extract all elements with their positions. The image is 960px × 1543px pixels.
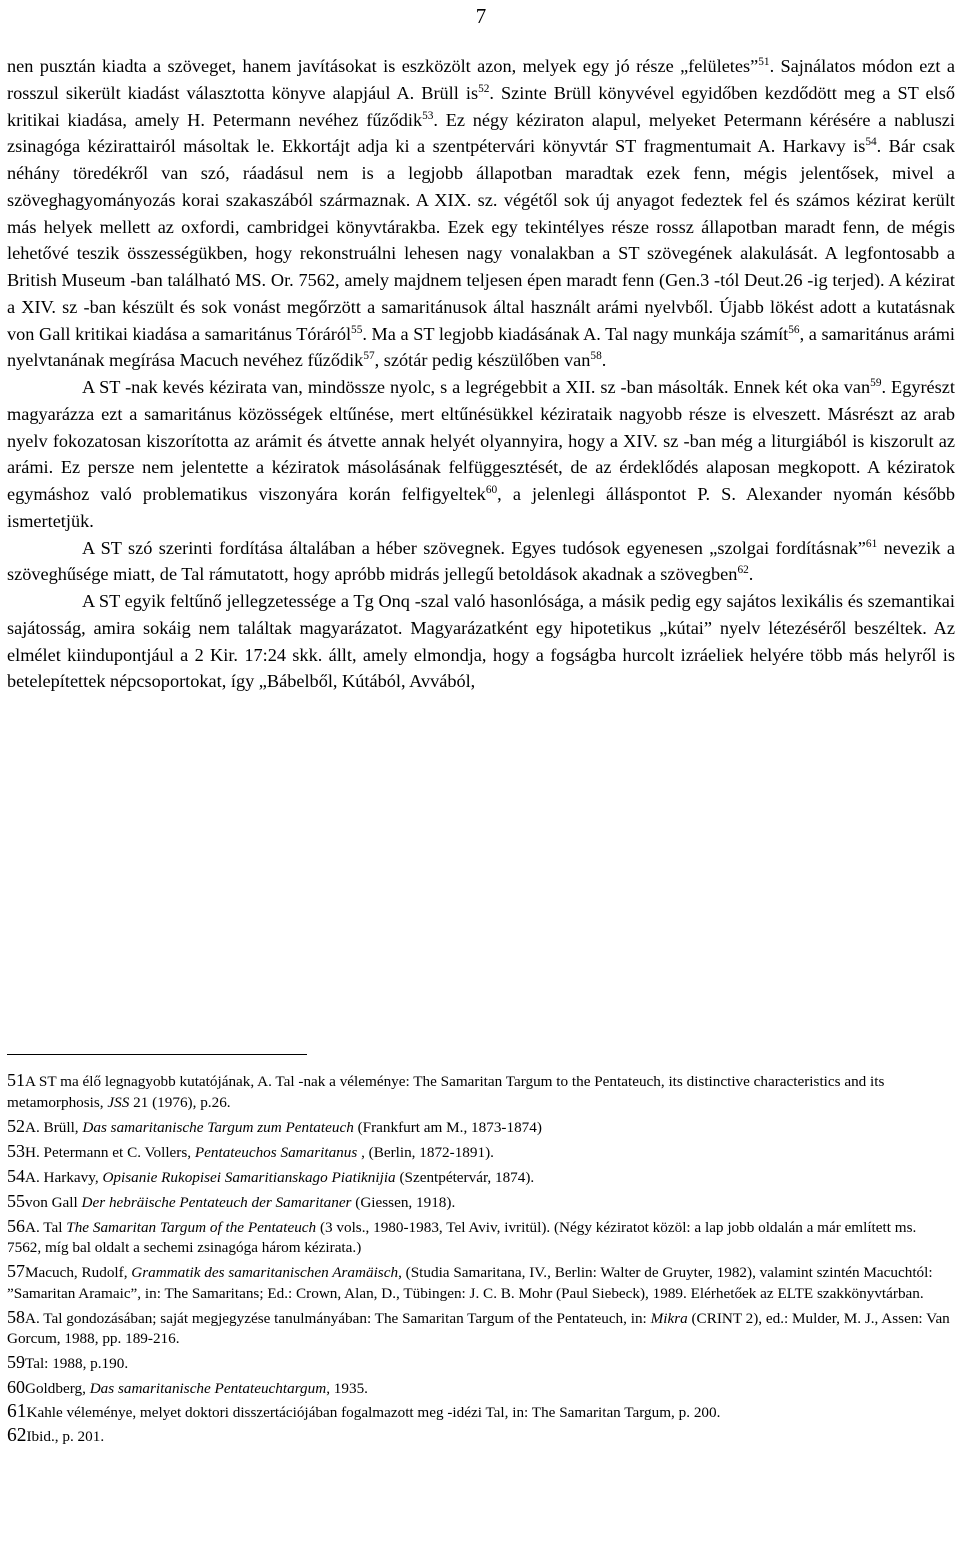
footnote-text: H. Petermann et C. Vollers,	[25, 1143, 195, 1161]
footnote-reference[interactable]: 59	[870, 377, 882, 390]
paragraph-text: A ST -nak kevés kézirata van, mindössze nyolc, s a legrégebbit a XII. sz -ban másolták. Ennek két oka van	[82, 377, 871, 397]
footnote-text: A. Harkavy,	[25, 1168, 103, 1186]
footnote-text: A. Brüll,	[25, 1118, 83, 1136]
paragraph-text: . Sajnálatos módon ezt a rosszul sikerült kiadást választotta könyve alapjául A. Brüll is	[7, 56, 955, 103]
footnote-text: A ST ma élő legnagyobb kutatójának, A. Tal -nak a véleménye: The Samaritan Targum to the Pentateuch, its distinctive characteristics and its metamorphosis,	[7, 1073, 885, 1111]
footnote	[7, 1307, 953, 1350]
footnote-reference[interactable]: 55	[351, 323, 363, 336]
footnote-text: A. Tal gondozásában; saját megjegyzése tanulmányában: The Samaritan Targum of the Pentateuch, in:	[25, 1309, 651, 1327]
paragraph-text: nevezik a szöveghűsége miatt, de Tal rámutatott, hogy apróbb midrás jellegű betoldások akadnak a szövegben	[7, 537, 955, 585]
footnote-number: 56	[7, 1215, 25, 1236]
footnote-reference[interactable]: 57	[363, 350, 375, 363]
footnote-text: (Szentpétervár, 1874).	[395, 1168, 535, 1186]
footnote-text: , (Studia Samaritana, IV., Berlin: Walter de Gruyter, 1982), valamint szintén Macuchtól: ”Samaritan Aramaic”, in: The Samaritans; Ed.: Crown, Alan, D., Tübingen: J. C. B. Mohr (Paul Siebeck), 1989. Elérhetőek az ELTE szakkönyvtárban.	[7, 1264, 933, 1302]
footnote	[7, 1070, 953, 1113]
footnote-separator	[7, 1054, 307, 1055]
paragraph-text: A ST szó szerinti fordítása általában a héber szövegnek. Egyes tudósok egyenesen „szolgai fordításnak”	[82, 537, 866, 558]
footnote-reference[interactable]: 58	[590, 350, 602, 363]
footnote-reference[interactable]: 61	[865, 537, 878, 550]
paragraph	[7, 535, 955, 589]
footnotes	[7, 1070, 953, 1450]
footnote-number: 55	[7, 1190, 25, 1211]
footnote-title: Mikra	[650, 1309, 688, 1327]
footnote	[7, 1261, 953, 1304]
footnote	[7, 1216, 953, 1259]
paragraph-text: . Ma a ST legjobb kiadásának A. Tal nagy munkája számít	[362, 323, 789, 344]
footnote-number: 53	[7, 1140, 25, 1161]
footnote-text: (CRINT 2), ed.: Mulder, M. J., Assen: Van Gorcum, 1988, pp. 189-216.	[7, 1309, 950, 1347]
footnote-text: Macuch, Rudolf,	[25, 1264, 132, 1281]
footnote-number: 52	[7, 1115, 25, 1136]
footnote-title: Grammatik des samaritanischen Aramäisch	[131, 1264, 399, 1281]
footnote-text: Kahle véleménye, melyet doktori disszertációjában fogalmazott meg -idézi Tal, in: The Samaritan Targum, p. 200.	[26, 1404, 721, 1421]
footnote-title: Das samaritanische Targum zum Pentateuch	[82, 1118, 354, 1136]
footnote-text: (Giessen, 1918).	[351, 1193, 456, 1211]
paragraph-text: . Egyrészt magyarázza ezt a samaritánus közösségek eltűnése, mert eltűnésükkel kézirataik nagyobb része is elveszett. Másrészt az arab nyelv fokozatosan kiszorította az arámit és átvette annak helyét olyannyira, hogy a XIV. sz -ban még a liturgiából is kiszorult az arámi. Ez persze nem jelentette a kéziratok másolásának felfüggesztését, de az érdeklődés alaposan megkopott. A kéziratok egymáshoz való problematikus viszonyára korán felfigyeltek	[7, 377, 955, 504]
footnote-title: Pentateuchos Samaritanus	[194, 1143, 358, 1161]
footnote-title: JSS	[107, 1093, 130, 1111]
footnote	[7, 1402, 953, 1424]
footnote-number: 57	[7, 1261, 25, 1281]
paragraph-text: . Szinte Brüll könyvével egyidőben kezdődött meg a ST első kritikai kiadása, amely H. Petermann nevéhez fűződik	[7, 82, 955, 130]
footnote-reference[interactable]: 62	[737, 564, 749, 577]
footnote	[7, 1116, 953, 1139]
paragraph-text: .	[601, 350, 607, 371]
paragraph-text: , szótár pedig készülőben van	[374, 350, 591, 371]
footnote-reference[interactable]: 52	[478, 82, 490, 95]
footnote-text: 21 (1976), p.26.	[129, 1093, 231, 1111]
footnote-text: , (Berlin, 1872-1891).	[357, 1143, 494, 1161]
footnote-number: 59	[7, 1352, 25, 1372]
footnote-reference[interactable]: 56	[788, 323, 800, 336]
footnote-number: 58	[7, 1306, 25, 1327]
footnote-text: Goldberg,	[25, 1380, 90, 1397]
footnote-title: Opisanie Rukopisei Samaritianskago Piatiknijia	[102, 1168, 396, 1186]
footnote-title: Das samaritanische Pentateuchtargum	[89, 1380, 327, 1397]
footnote-text: A. Tal	[25, 1218, 67, 1236]
footnote-text: Tal: 1988, p.190.	[25, 1355, 129, 1372]
footnote-reference[interactable]: 54	[865, 136, 877, 149]
footnote	[7, 1377, 953, 1400]
footnote	[7, 1426, 953, 1448]
footnote-number: 60	[7, 1377, 25, 1397]
footnote-reference[interactable]: 51	[758, 56, 770, 69]
paragraph	[7, 588, 955, 695]
paragraph	[7, 53, 955, 374]
paragraph-text: A ST egyik feltűnő jellegzetessége a Tg Onq -szal való hasonlósága, a másik pedig egy sajátos lexikális és szemantikai sajátosság, amira sokáig nem találtak magyarázatot. Magyarázatként egy hipotetikus „kútai” nyelv létezéséről beszéltek. Az elmélet kiindupontjául a 2 Kir. 17:24 skk. állt, amely elmondja, hogy a fogságba hurcolt izráeliek helyére több más helyről is betelepítettek népcsoportokat, így „Bábelből, Kútából, Avvából,	[7, 591, 955, 692]
footnote-text: (3 vols., 1980-1983, Tel Aviv, ivritül). (Négy kéziratot közöl: a lap jobb oldalán a már említett ms. 7562, míg bal oldalt a sechemi zsinagóga három kézirata.)	[7, 1218, 917, 1256]
paragraph	[7, 374, 955, 535]
footnote-number: 54	[7, 1165, 25, 1186]
footnote-text: , 1935.	[326, 1380, 368, 1397]
body-text	[7, 53, 955, 695]
footnote-text: von Gall	[25, 1193, 82, 1211]
footnote	[7, 1191, 953, 1214]
footnote-title: The Samaritan Targum of the Pentateuch	[66, 1218, 317, 1236]
paragraph-text: , a samaritánus arámi nyelvtanának megírása Macuch nevéhez fűződik	[7, 323, 955, 371]
footnote-number: 62	[7, 1425, 27, 1446]
footnote	[7, 1352, 953, 1375]
footnote-text: (Frankfurt am M., 1873-1874)	[353, 1118, 542, 1136]
paragraph-text: . Ez négy kéziraton alapul, melyeket Petermann kérésére a nabluszi zsinagóga kézirattairól másoltak le. Ekkortájt adja ki a szentpétervári könyvtár ST fragmentumait A. Harkavy is	[7, 109, 955, 157]
footnote-number: 51	[7, 1070, 25, 1090]
footnote	[7, 1166, 953, 1189]
page-number: 7	[475, 4, 487, 28]
footnote-reference[interactable]: 53	[422, 109, 434, 122]
paragraph-text: nen pusztán kiadta a szöveget, hanem javításokat is eszközölt azon, melyek egy jó része „felületes”	[7, 56, 759, 76]
paragraph-text: .	[748, 564, 754, 585]
footnote-text: Ibid., p. 201.	[26, 1428, 105, 1445]
paragraph-text: , a jelenlegi álláspontot P. S. Alexander nyomán később ismertetjük.	[7, 484, 955, 531]
footnote-reference[interactable]: 60	[485, 484, 498, 497]
footnote-title: Der hebräische Pentateuch der Samaritaner	[81, 1193, 352, 1211]
footnote-number: 61	[7, 1401, 27, 1422]
footnote	[7, 1141, 953, 1164]
paragraph-text: . Bár csak néhány töredékről van szó, ráadásul nem is a legjobb állapotban maradtak ezek fenn, mégis jelentősek, mivel a szöveghagyományozás korai szakaszából származnak. A XIX. sz. végétől sok új anyagot fedeztek fel és számos kézirat került más helyek mellett az oxfordi, cambridgei könyvtárakba. Ezek egy tekintélyes része rossz állapotban maradt fenn, de mégis lehetővé teszik összességükben, hogy rekonstruálni lehesen nagy vonalakban a ST szövegének alakulását. A legfontosabb a British Museum -ban található MS. Or. 7562, amely majdnem teljesen épen maradt fenn (Gen.3 -tól Deut.26 -ig terjed). A kézirat a XIV. sz -ban készült és sok vonást megőrzött a samaritánusok által használt arámi nyelvből. Újabb lökést adott a kutatásnak von Gall kritikai kiadása a samaritánus Tóráról	[7, 136, 955, 344]
